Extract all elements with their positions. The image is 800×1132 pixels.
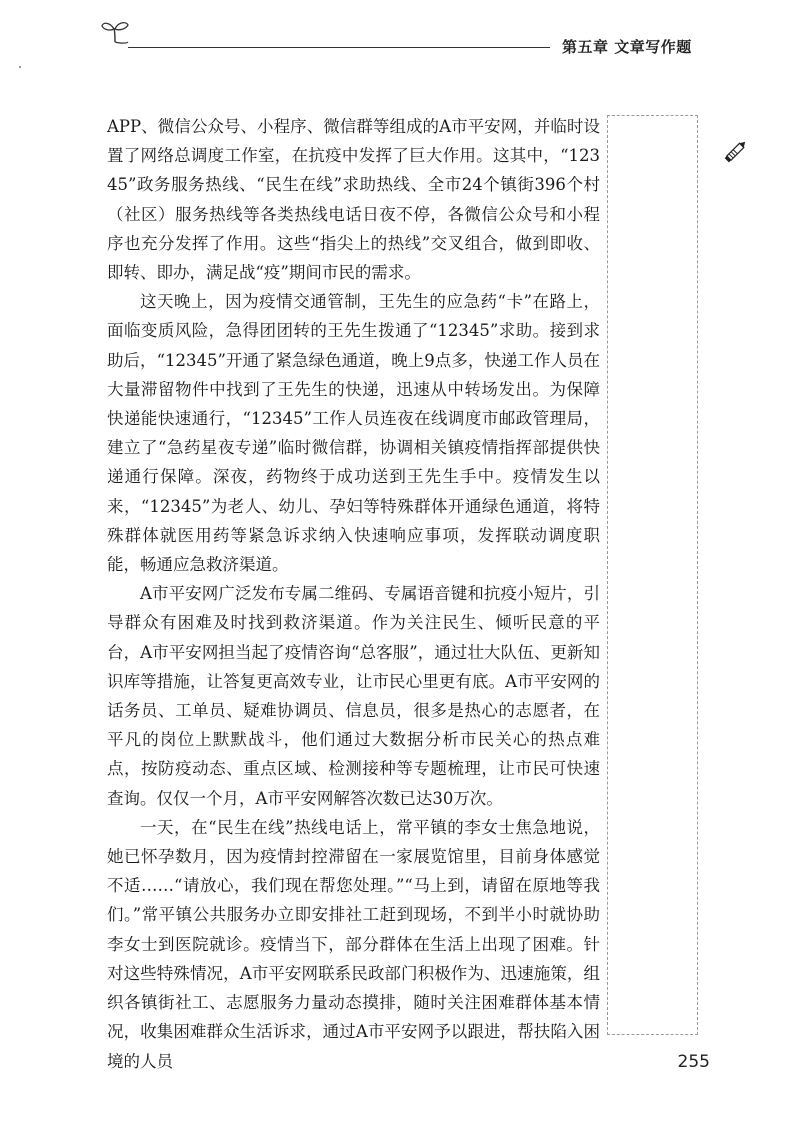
- paragraph-2: 这天晚上，因为疫情交通管制，王先生的应急药“卡”在路上，面临变质风险，急得团团转的王先生拨通了“12345”求助。接到求助后，“12345”开通了紧急绿色通道，晚上9点多，快递工作人员在大量滞留物件中找到了王先生的快递，迅速从中转场发出。为保障快递能快速通行，“12345”工作人员连夜在线调度市邮政管理局，建立了“急药星夜专递”临时微信群，协调相关镇疫情指挥部提供快递通行保障。深夜，药物终于成功送到王先生手中。疫情发生以来，“12345”为老人、幼儿、孕妇等特殊群体开通绿色通道，将特殊群体就医用药等紧急诉求纳入快速响应事项，发挥联动调度职能，畅通应急救济渠道。: [107, 292, 600, 575]
- paragraph-1: APP、微信公众号、小程序、微信群等组成的A市平安网，并临时设置了网络总调度工作室，在抗疫中发挥了巨大作用。这其中，“12345”政务服务热线、“民生在线”求助热线、全市24个镇街396个村（社区）服务热线等各类热线电话日夜不停，各微信公众号和小程序也充分发挥了作用。这些“指尖上的热线”交叉组合，做到即收、即转、即办，满足战“疫”期间市民的需求。: [107, 117, 600, 283]
- sprout-icon: [100, 18, 130, 44]
- paragraph-4: 一天，在“民生在线”热线电话上，常平镇的李女士焦急地说，她已怀孕数月，因为疫情封控滞留在一家展览馆里，目前身体感觉不适……“请放心，我们现在帮您处理。”“马上到，请留在原地等我们。”常平镇公共服务办立即安排社工赶到现场，不到半小时就协助李女士到医院就诊。疫情当下，部分群体在生活上出现了困难。针对这些特殊情况，A市平安网联系民政部门积极作为、迅速施策，组织各镇街社工、志愿服务力量动态摸排，随时关注困难群体基本情况，收集困难群众生活诉求，通过A市平安网予以跟进，帮扶陷入困境的人员: [107, 817, 600, 1071]
- notes-margin-box: [607, 115, 698, 1035]
- page-number: 255: [677, 1052, 710, 1072]
- scan-speck: [19, 66, 21, 68]
- pen-icon: [722, 137, 750, 165]
- paragraph-3: A市平安网广泛发布专属二维码、专属语音键和抗疫小短片，引导群众有困难及时找到救济渠道。作为关注民生、倾听民意的平台，A市平安网担当起了疫情咨询“总客服”，通过壮大队伍、更新知识库等措施，让答复更高效专业，让市民心里更有底。A市平安网的话务员、工单员、疑难协调员、信息员，很多是热心的志愿者，在平凡的岗位上默默战斗，他们通过大数据分析市民关心的热点难点，按防疫动态、重点区域、检测接种等专题梳理，让市民可快速查询。仅仅一个月，A市平安网解答次数已达30万次。: [107, 584, 600, 808]
- header-rule: [128, 47, 550, 48]
- body-text: [107, 112, 600, 1076]
- chapter-title: 第五章 文章写作题: [562, 38, 692, 56]
